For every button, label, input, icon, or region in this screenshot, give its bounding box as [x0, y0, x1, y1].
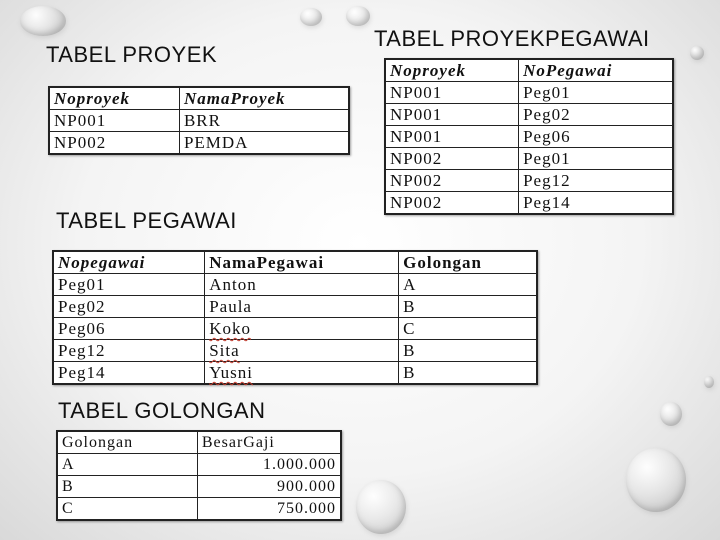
table-row — [57, 498, 341, 521]
table-cell — [205, 318, 399, 340]
table-cell: Peg12 — [53, 340, 205, 362]
table-cell: NP001 — [385, 126, 519, 148]
table-cell: Peg01 — [519, 148, 673, 170]
column-header: NamaProyek — [179, 87, 349, 110]
table-cell: B — [399, 296, 537, 318]
table-cell: NP002 — [385, 148, 519, 170]
table-cell: BRR — [179, 110, 349, 132]
tabel-proyek — [48, 86, 350, 155]
tabel-pegawai-title: TABEL PEGAWAI — [56, 208, 237, 233]
column-header: Golongan — [399, 251, 537, 274]
water-drop-decoration — [20, 6, 66, 36]
water-drop-decoration — [346, 6, 370, 26]
table-cell: Peg14 — [53, 362, 205, 385]
table-cell: C — [57, 498, 197, 521]
table-row — [53, 296, 537, 318]
column-header: NamaPegawai — [205, 251, 399, 274]
table-cell: 750.000 — [197, 498, 341, 521]
table-cell-text: Koko — [209, 319, 251, 338]
column-header: BesarGaji — [197, 431, 341, 454]
column-header: Nopegawai — [53, 251, 205, 274]
table-row — [49, 110, 349, 132]
table-cell: Peg14 — [519, 192, 673, 215]
tabel-pegawai — [52, 250, 538, 385]
table-cell: B — [399, 362, 537, 385]
table-row — [385, 192, 673, 215]
tabel-proyekpegawai — [384, 58, 674, 215]
water-drop-decoration — [356, 480, 406, 534]
table-row — [385, 82, 673, 104]
table-cell: B — [399, 340, 537, 362]
table-header-row — [49, 87, 349, 110]
table-cell: NP002 — [385, 170, 519, 192]
table-cell: Peg12 — [519, 170, 673, 192]
table-cell: Paula — [205, 296, 399, 318]
table-row — [53, 274, 537, 296]
table-cell: Peg02 — [519, 104, 673, 126]
table-cell: 900.000 — [197, 476, 341, 498]
tabel-proyekpegawai-title: TABEL PROYEKPEGAWAI — [374, 26, 650, 51]
table-cell: NP002 — [49, 132, 179, 155]
table-header-row — [57, 431, 341, 454]
table-cell-text: Sita — [209, 341, 240, 360]
table-cell: Peg02 — [53, 296, 205, 318]
tabel-golongan — [56, 430, 342, 521]
table-row — [385, 126, 673, 148]
tabel-proyek-title: TABEL PROYEK — [46, 42, 218, 67]
table-row — [53, 362, 537, 385]
table-cell-text: Yusni — [209, 363, 253, 382]
table-cell: NP002 — [385, 192, 519, 215]
table-header-row — [53, 251, 537, 274]
column-header: NoPegawai — [519, 59, 673, 82]
table-cell: Anton — [205, 274, 399, 296]
table-cell: Peg01 — [53, 274, 205, 296]
table-cell: Peg01 — [519, 82, 673, 104]
water-drop-decoration — [300, 8, 322, 26]
table-header-row — [385, 59, 673, 82]
tabel-golongan-title: TABEL GOLONGAN — [58, 398, 266, 423]
table-cell: 1.000.000 — [197, 454, 341, 476]
table-cell: C — [399, 318, 537, 340]
table-cell: Peg06 — [53, 318, 205, 340]
column-header: Noproyek — [49, 87, 179, 110]
table-row — [49, 132, 349, 155]
table-cell: NP001 — [385, 82, 519, 104]
table-cell: B — [57, 476, 197, 498]
column-header: Noproyek — [385, 59, 519, 82]
water-drop-decoration — [660, 402, 682, 426]
water-drop-decoration — [690, 46, 704, 60]
water-drop-decoration — [626, 448, 686, 512]
column-header: Golongan — [57, 431, 197, 454]
table-row — [385, 170, 673, 192]
table-cell — [205, 340, 399, 362]
table-cell: NP001 — [385, 104, 519, 126]
table-row — [53, 340, 537, 362]
table-cell — [205, 362, 399, 385]
table-row — [385, 148, 673, 170]
table-row — [53, 318, 537, 340]
water-drop-decoration — [704, 376, 714, 388]
table-cell: Peg06 — [519, 126, 673, 148]
table-cell: PEMDA — [179, 132, 349, 155]
table-row — [385, 104, 673, 126]
table-cell: A — [399, 274, 537, 296]
table-row — [57, 476, 341, 498]
table-cell: NP001 — [49, 110, 179, 132]
table-cell: A — [57, 454, 197, 476]
table-row — [57, 454, 341, 476]
